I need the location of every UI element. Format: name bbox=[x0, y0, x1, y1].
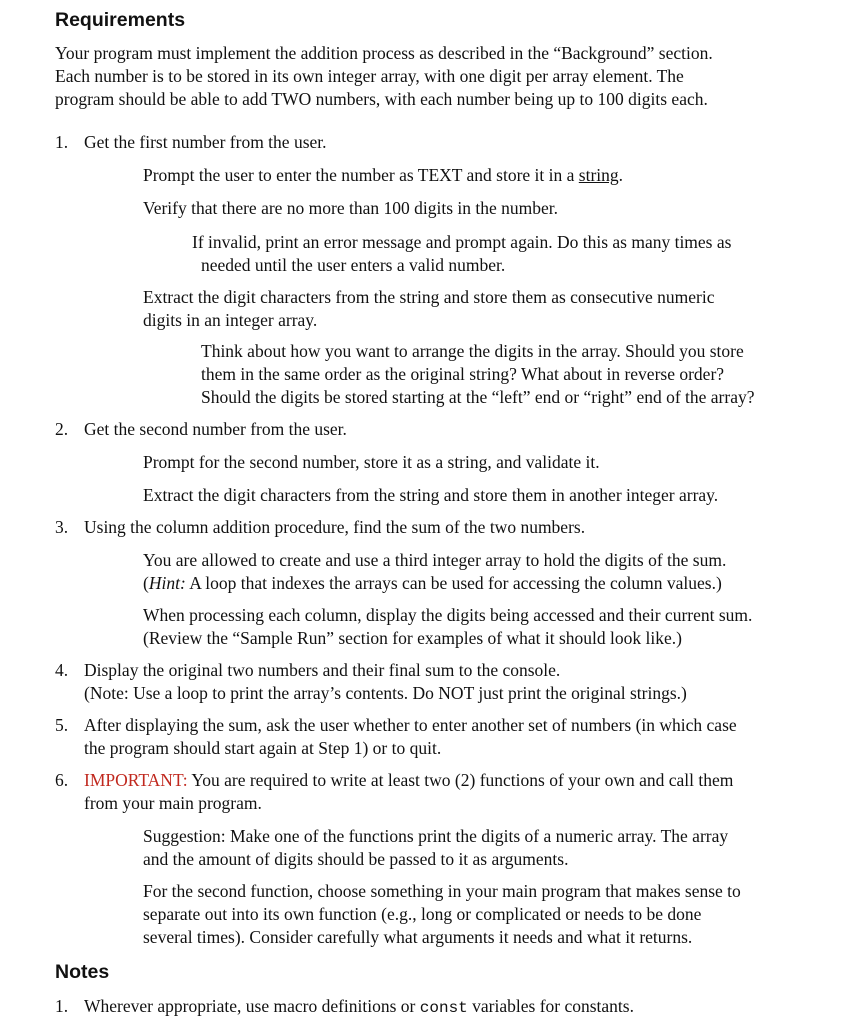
item-number: 4. bbox=[55, 660, 69, 680]
think-line: them in the same order as the original string? What about in reverse order? bbox=[201, 364, 725, 384]
extract-line: digits in an integer array. bbox=[143, 310, 318, 330]
item-text bbox=[84, 995, 834, 1020]
second-line: separate out into its own function (e.g., long or complicated or needs to be done bbox=[143, 904, 702, 924]
item-1-prompt bbox=[143, 164, 833, 187]
item-1-think bbox=[201, 340, 841, 409]
item-line: from your main program. bbox=[84, 793, 262, 813]
item-text: Using the column addition procedure, find the sum of the two numbers. bbox=[84, 517, 586, 537]
item-line: the program should start again at Step 1) or to quit. bbox=[84, 738, 442, 758]
second-line: For the second function, choose something in your main program that makes sense to bbox=[143, 881, 741, 901]
string-term: string bbox=[578, 165, 619, 185]
item-1-extract bbox=[143, 286, 833, 332]
item-line: (Note: Use a loop to print the array’s contents. Do NOT just print the original strings.) bbox=[84, 683, 687, 703]
second-line: several times). Consider carefully what arguments it needs and what it returns. bbox=[143, 927, 693, 947]
intro-line: program should be able to add TWO numbers, with each number being up to 100 digits each. bbox=[55, 89, 708, 109]
item-text: Get the first number from the user. bbox=[84, 132, 327, 152]
const-keyword: const bbox=[419, 999, 468, 1017]
intro-line: Each number is to be stored in its own integer array, with one digit per array element. The bbox=[55, 66, 684, 86]
item-number: 5. bbox=[55, 715, 69, 735]
item-number: 1. bbox=[55, 132, 69, 152]
invalid-line: needed until the user enters a valid number. bbox=[201, 255, 506, 275]
invalid-line: If invalid, print an error message and prompt again. Do this as many times as bbox=[192, 232, 732, 252]
processing-line: When processing each column, display the digits being accessed and their current sum. bbox=[143, 605, 753, 625]
item-text bbox=[84, 769, 834, 815]
item-1-invalid bbox=[192, 231, 832, 277]
item-2-extract: Extract the digit characters from the string and store them in another integer array. bbox=[143, 485, 719, 505]
notes-text-end: variables for constants. bbox=[467, 996, 634, 1016]
item-2-prompt: Prompt for the second number, store it as a string, and validate it. bbox=[143, 452, 600, 472]
intro-line: Your program must implement the addition process as described in the “Background” section. bbox=[55, 43, 713, 63]
item-3-allowed bbox=[143, 549, 843, 595]
extract-line: Extract the digit characters from the string and store them as consecutive numeric bbox=[143, 287, 715, 307]
item-number: 1. bbox=[55, 996, 69, 1016]
allowed-line: You are allowed to create and use a third integer array to hold the digits of the sum. bbox=[143, 550, 727, 570]
item-number: 2. bbox=[55, 419, 69, 439]
suggestion-line: Suggestion: Make one of the functions print the digits of a numeric array. The array bbox=[143, 826, 729, 846]
requirements-heading: Requirements bbox=[55, 9, 186, 31]
notes-heading: Notes bbox=[55, 961, 110, 983]
item-line bbox=[84, 769, 834, 792]
think-line: Should the digits be stored starting at the “left” end or “right” end of the array? bbox=[201, 387, 755, 407]
item-6-second bbox=[143, 880, 833, 949]
suggestion-line: and the amount of digits should be passed to it as arguments. bbox=[143, 849, 569, 869]
hint-text: A loop that indexes the arrays can be used for accessing the column values.) bbox=[185, 573, 722, 593]
item-1-verify: Verify that there are no more than 100 digits in the number. bbox=[143, 198, 559, 218]
think-line: Think about how you want to arrange the digits in the array. Should you store bbox=[201, 341, 744, 361]
important-label: IMPORTANT: bbox=[84, 770, 188, 790]
item-number: 6. bbox=[55, 770, 69, 790]
hint-label: Hint: bbox=[148, 573, 186, 593]
hint-paren: ( bbox=[143, 573, 149, 593]
item-text: Get the second number from the user. bbox=[84, 419, 347, 439]
item-6-suggestion bbox=[143, 825, 833, 871]
item-text bbox=[84, 659, 834, 705]
prompt-period: . bbox=[618, 165, 624, 185]
item-3-processing bbox=[143, 604, 848, 650]
item-number: 3. bbox=[55, 517, 69, 537]
hint-line bbox=[143, 572, 843, 595]
notes-text: Wherever appropriate, use macro definitions or bbox=[84, 996, 420, 1016]
item-line: Display the original two numbers and their final sum to the console. bbox=[84, 660, 561, 680]
item-text bbox=[84, 714, 834, 760]
prompt-text: Prompt the user to enter the number as TEXT and store it in a bbox=[143, 165, 579, 185]
requirements-intro bbox=[55, 42, 825, 111]
important-text: You are required to write at least two (2) functions of your own and call them bbox=[187, 770, 734, 790]
item-line: After displaying the sum, ask the user whether to enter another set of numbers (in which case bbox=[84, 715, 737, 735]
processing-line: (Review the “Sample Run” section for examples of what it should look like.) bbox=[143, 628, 682, 648]
